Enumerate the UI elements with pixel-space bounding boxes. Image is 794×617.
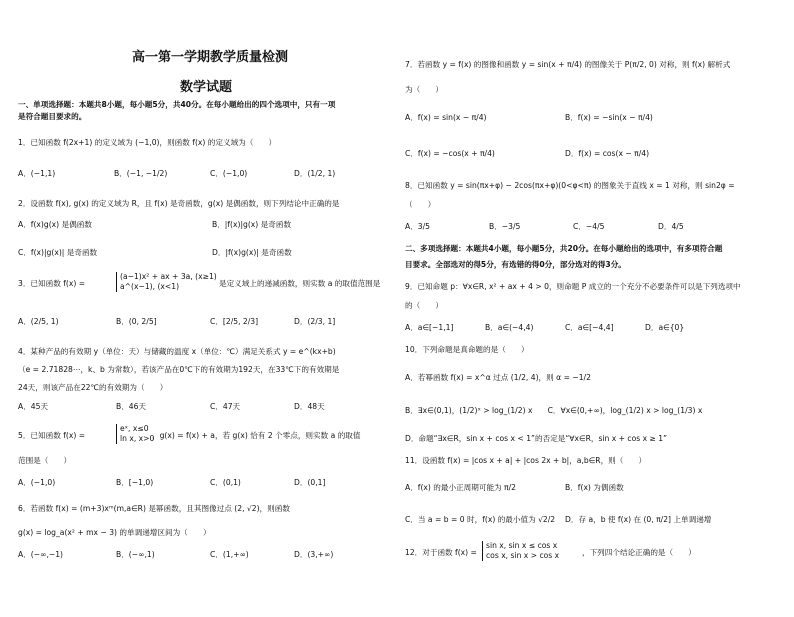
- section1-heading-line2: 是符合题目要求的。: [18, 112, 87, 121]
- q10-option-d: D．命题“∃x∈R，sin x + cos x < 1”的否定是“∀x∈R，sin x + cos x ≥ 1”: [405, 434, 668, 443]
- q8-option-a: A．3/5: [405, 222, 431, 231]
- q10-option-b-c: B．∃x∈(0,1)，(1/2)ˣ > log_(1/2) x C．∀x∈(0,+∞)，log_(1/2) x > log_(1/3) x: [405, 406, 703, 415]
- q9-option-c: C．a∈[−4,4]: [565, 323, 614, 332]
- q4-line3: 24天，则该产品在22℃的有效期为（ ）: [18, 383, 168, 392]
- q3-piecewise: [116, 272, 217, 292]
- q4-option-c: C．47天: [210, 402, 241, 411]
- q10-stem: 10．下列命题是真命题的是（ ）: [405, 345, 529, 354]
- q1-option-d: D．(1/2, 1): [294, 169, 336, 178]
- q12-case2: cos x, sin x > cos x: [486, 551, 560, 560]
- q9-option-b: B．a∈(−4,4): [485, 323, 534, 332]
- q9-option-a: A．a∈[−1,1]: [405, 323, 454, 332]
- q4-option-b: B．46天: [116, 402, 147, 411]
- q9-option-d: D．a∈{0}: [645, 323, 685, 332]
- q4-option-a: A．45天: [18, 402, 49, 411]
- q5-option-c: C．(0,1): [210, 478, 241, 487]
- q8-line2: （ ）: [405, 200, 436, 209]
- q3-stem-prefix: 3．已知函数 f(x) =: [18, 279, 86, 288]
- q3-stem-suffix: 是定义域上的递减函数，则实数 a 的取值范围是: [219, 279, 381, 288]
- q3-option-b: B．(0, 2/5]: [116, 317, 157, 326]
- q11-option-b: B．f(x) 为偶函数: [565, 483, 624, 492]
- q6-option-c: C．(1,+∞): [210, 550, 249, 559]
- q12-stem-suffix: ，下列四个结论正确的是（ ）: [582, 548, 696, 557]
- q8-option-d: D．4/5: [658, 222, 684, 231]
- q7-option-d: D．f(x) = cos(x − π/4): [565, 149, 650, 158]
- q6-option-a: A．(−∞,−1): [18, 550, 64, 559]
- q8-line1: 8．已知函数 y = sin(πx+φ) − 2cos(πx+φ)(0<φ<π) 的图象关于直线 x = 1 对称，则 sin2φ =: [405, 181, 735, 190]
- q8-option-c: C．−4/5: [573, 222, 605, 231]
- q5-line2: 范围是（ ）: [18, 456, 72, 465]
- q2-stem: 2．设函数 f(x), g(x) 的定义域为 R，且 f(x) 是奇函数，g(x) 是偶函数，则下列结论中正确的是: [18, 199, 340, 208]
- q2-option-c: C．f(x)|g(x)| 是奇函数: [18, 248, 98, 257]
- q12-case1: sin x, sin x ≤ cos x: [486, 541, 558, 550]
- q7-line1: 7．若函数 y = f(x) 的图像和函数 y = sin(x + π/4) 的图像关于 P(π/2, 0) 对称，则 f(x) 解析式: [405, 60, 731, 69]
- q3-option-c: C．[2/5, 2/3]: [210, 317, 259, 326]
- q5-stem-prefix: 5．已知函数 f(x) =: [18, 431, 86, 440]
- q5-option-d: D．(0,1]: [294, 478, 326, 487]
- q5-case1: eˣ, x≤0: [120, 424, 149, 433]
- section2-heading-line2: 目要求。全部选对的得5分，有选错的得0分，部分选对的得3分。: [405, 260, 626, 269]
- q11-stem: 11．设函数 f(x) = |cos x + a| + |cos 2x + b|，a,b∈R，则（ ）: [405, 456, 647, 465]
- q6-line2: g(x) = log_a(x² + mx − 3) 的单调递增区间为（ ）: [18, 528, 211, 537]
- section2-heading-line1: 二、多项选择题：本题共4小题，每小题5分，共20分。在每小题给出的选项中，有多项符合题: [405, 244, 723, 253]
- q2-option-b: B．|f(x)|g(x) 是奇函数: [212, 220, 292, 229]
- q5-stem-suffix: ，g(x) = f(x) + a，若 g(x) 恰有 2 个零点，则实数 a 的取值: [152, 431, 361, 440]
- q4-line2: （e = 2.71828⋯，k、b 为常数），若该产品在0℃下的有效期为192天，在33℃下的有效期是: [18, 365, 340, 374]
- q5-case2: ln x, x>0: [120, 434, 155, 443]
- q6-line1: 6．若函数 f(x) = (m+3)xᵐ(m,a∈R) 是幂函数，且其图像过点 (2, √2)，则函数: [18, 504, 290, 513]
- q12-stem-prefix: 12．对于函数 f(x) =: [405, 548, 477, 557]
- q5-piecewise: [116, 424, 154, 444]
- q6-option-b: B．(−∞,1): [116, 550, 155, 559]
- left-column: [4, 0, 389, 617]
- q1-stem: 1．已知函数 f(2x+1) 的定义域为 (−1,0)，则函数 f(x) 的定义域为（ ）: [18, 138, 277, 147]
- exam-subtitle: 数学试题: [180, 80, 233, 95]
- q2-option-a: A．f(x)g(x) 是偶函数: [18, 220, 92, 229]
- q11-option-a: A．f(x) 的最小正周期可能为 π/2: [405, 483, 517, 492]
- q12-piecewise: [482, 541, 559, 561]
- q1-option-c: C．(−1,0): [210, 169, 248, 178]
- right-column: [402, 0, 787, 617]
- q7-line2: 为（ ）: [405, 85, 443, 94]
- q3-option-d: D．(2/3, 1]: [294, 317, 336, 326]
- q3-option-a: A．(2/5, 1): [18, 317, 59, 326]
- q6-option-d: D．(3,+∞): [294, 550, 334, 559]
- q1-option-b: B．(−1, −1/2): [114, 169, 168, 178]
- q7-option-b: B．f(x) = −sin(x − π/4): [565, 113, 653, 122]
- q9-line1: 9．已知命题 p：∀x∈R, x² + ax + 4 > 0，则命题 P 成立的一个充分不必要条件可以是下列选项中: [405, 282, 741, 291]
- q4-option-d: D．48天: [294, 402, 325, 411]
- section1-heading-line1: 一、单项选择题：本题共8小题，每小题5分，共40分。在每小题给出的四个选项中，只有一项: [18, 100, 336, 109]
- q11-option-c: C．当 a = b = 0 时，f(x) 的最小值为 √2/2: [405, 515, 556, 524]
- q7-option-c: C．f(x) = −cos(x + π/4): [405, 149, 495, 158]
- q7-option-a: A．f(x) = sin(x − π/4): [405, 113, 487, 122]
- q2-option-d: D．|f(x)g(x)| 是奇函数: [212, 248, 292, 257]
- q11-option-d: D．存 a，b 使 f(x) 在 (0, π/2] 上单调递增: [565, 515, 712, 524]
- q5-option-b: B．[−1,0): [116, 478, 154, 487]
- q10-option-a: A．若幂函数 f(x) = x^α 过点 (1/2, 4)，则 α = −1/2: [405, 373, 591, 382]
- exam-title: 高一第一学期教学质量检测: [132, 50, 289, 65]
- q3-case2: a^(x−1), (x<1): [120, 282, 180, 291]
- q4-line1: 4．某种产品的有效期 y（单位：天）与储藏的温度 x（单位：℃）满足关系式 y = e^(kx+b): [18, 347, 336, 356]
- q5-option-a: A．(−1,0): [18, 478, 56, 487]
- q3-case1: (a−1)x² + ax + 3a, (x≥1): [120, 272, 217, 281]
- q9-line2: 的（ ）: [405, 301, 443, 310]
- q1-option-a: A．(−1,1): [18, 169, 56, 178]
- q8-option-b: B．−3/5: [489, 222, 521, 231]
